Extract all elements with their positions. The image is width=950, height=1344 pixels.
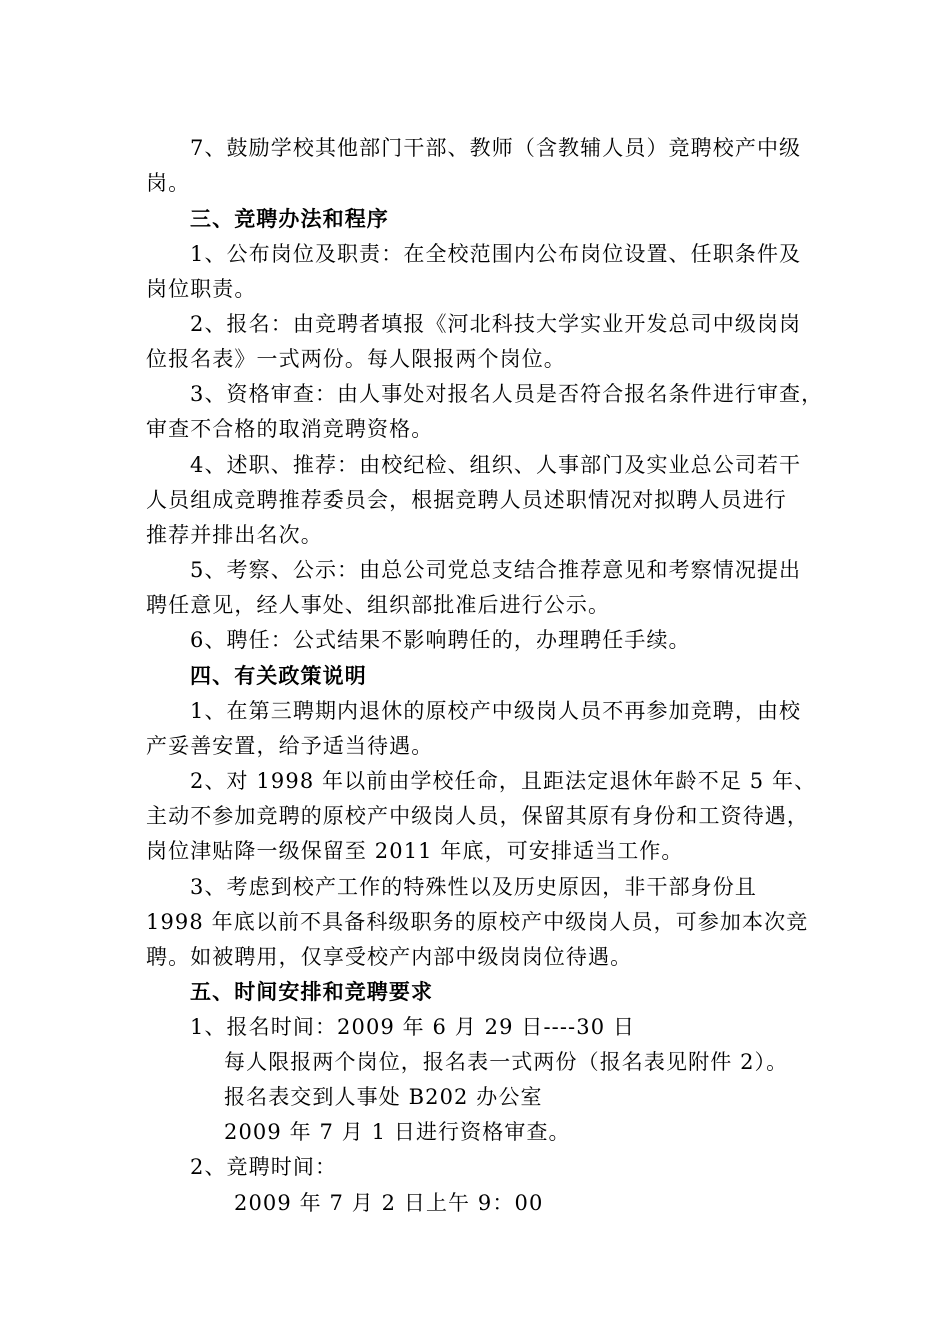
paragraph-line: 2009 年 7 月 1 日进行资格审查。 (224, 1120, 571, 1144)
paragraph-line: 3、考虑到校产工作的特殊性以及历史原因，非干部身份且 (190, 875, 757, 899)
paragraph-line: 2009 年 7 月 2 日上午 9：00 (234, 1191, 544, 1215)
paragraph-line: 聘任意见，经人事处、组织部批准后进行公示。 (146, 593, 611, 617)
paragraph-line: 1、在第三聘期内退休的原校产中级岗人员不再参加竞聘，由校 (190, 699, 802, 723)
paragraph-line: 7、鼓励学校其他部门干部、教师（含教辅人员）竞聘校产中级 (190, 136, 802, 160)
paragraph-line: 主动不参加竞聘的原校产中级岗人员，保留其原有身份和工资待遇， (146, 804, 809, 828)
paragraph-line: 岗位津贴降一级保留至 2011 年底，可安排适当工作。 (146, 839, 684, 863)
paragraph-line: 审查不合格的取消竞聘资格。 (146, 417, 434, 441)
paragraph-line: 2、竞聘时间： (190, 1155, 338, 1179)
paragraph-line: 6、聘任：公式结果不影响聘任的，办理聘任手续。 (190, 628, 691, 652)
paragraph-line: 4、述职、推荐：由校纪检、组织、人事部门及实业总公司若干 (190, 453, 802, 477)
section-heading-3: 三、竞聘办法和程序 (190, 206, 389, 231)
paragraph-line: 推荐并排出名次。 (146, 523, 323, 547)
section-heading-5: 五、时间安排和竞聘要求 (190, 979, 434, 1004)
paragraph-line: 1、公布岗位及职责：在全校范围内公布岗位设置、任职条件及 (190, 242, 802, 266)
paragraph-line: 岗。 (146, 171, 191, 195)
paragraph-line: 人员组成竞聘推荐委员会，根据竞聘人员述职情况对拟聘人员进行 (146, 488, 787, 512)
paragraph-line: 2、对 1998 年以前由学校任命，且距法定退休年龄不足 5 年、 (190, 769, 817, 793)
paragraph-line: 3、资格审查：由人事处对报名人员是否符合报名条件进行审查， (190, 382, 824, 406)
paragraph-line: 1998 年底以前不具备科级职务的原校产中级岗人员，可参加本次竞 (146, 910, 809, 934)
paragraph-line: 报名表交到人事处 B202 办公室 (224, 1085, 543, 1109)
paragraph-line: 2、报名：由竞聘者填报《河北科技大学实业开发总司中级岗岗 (190, 312, 802, 336)
paragraph-line: 位报名表》一式两份。每人限报两个岗位。 (146, 347, 566, 371)
section-heading-4: 四、有关政策说明 (190, 663, 367, 688)
paragraph-line: 1、报名时间：2009 年 6 月 29 日----30 日 (190, 1015, 636, 1039)
paragraph-line: 聘。如被聘用，仅享受校产内部中级岗岗位待遇。 (146, 945, 633, 969)
paragraph-line: 岗位职责。 (146, 277, 257, 301)
paragraph-line: 每人限报两个岗位，报名表一式两份（报名表见附件 2）。 (224, 1050, 789, 1074)
paragraph-line: 产妥善安置，给予适当待遇。 (146, 734, 434, 758)
paragraph-line: 5、考察、公示：由总公司党总支结合推荐意见和考察情况提出 (190, 558, 802, 582)
